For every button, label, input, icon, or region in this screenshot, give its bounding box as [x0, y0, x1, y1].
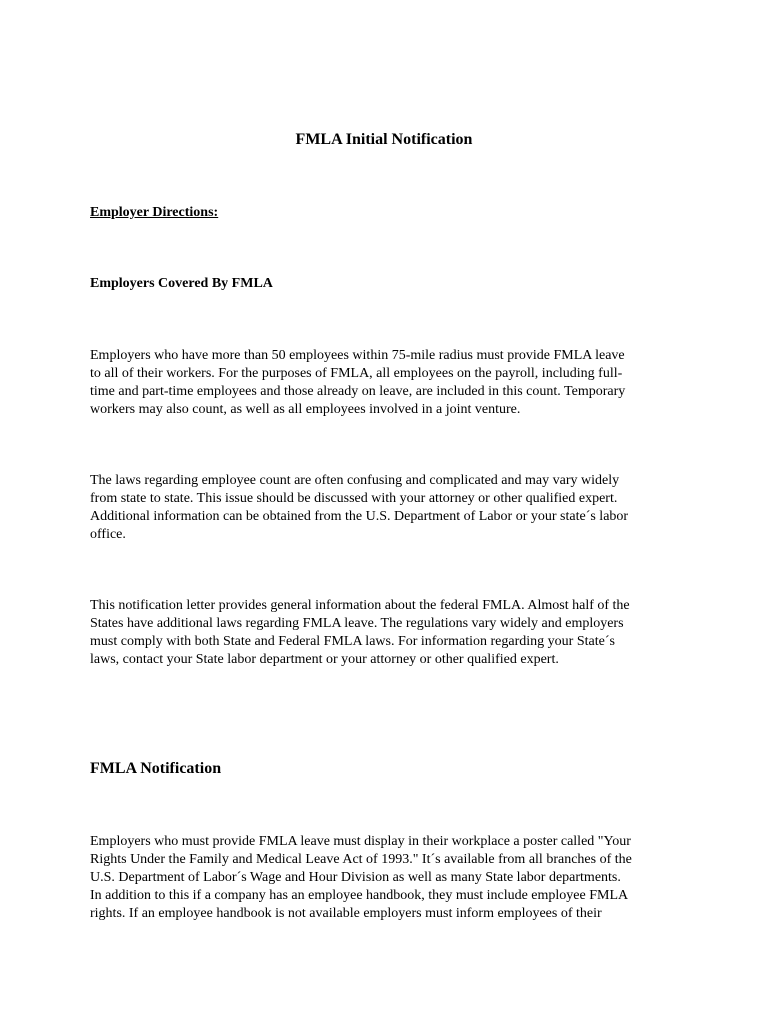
- paragraph-line: laws, contact your State labor department or your attorney or other qualified expert.: [90, 652, 559, 667]
- paragraph-line: U.S. Department of Labor´s Wage and Hour Division as well as many State labor departments.: [90, 870, 621, 885]
- paragraph-employee-count-laws: [90, 472, 680, 544]
- paragraph-employer-count: [90, 347, 680, 419]
- paragraph-line: The laws regarding employee count are often confusing and complicated and may vary widely: [90, 473, 620, 488]
- notification-heading: FMLA Notification: [90, 760, 222, 777]
- paragraph-line: Employers who must provide FMLA leave must display in their workplace a poster called "Your: [90, 834, 631, 849]
- document-title: FMLA Initial Notification: [295, 131, 473, 148]
- paragraph-line: rights. If an employee handbook is not available employers must inform employees of their: [90, 906, 602, 921]
- paragraph-line: This notification letter provides general information about the federal FMLA. Almost half of the: [90, 598, 630, 613]
- paragraph-line: time and part-time employees and those already on leave, are included in this count. Temporary: [90, 384, 626, 399]
- paragraph-line: workers may also count, as well as all employees involved in a joint venture.: [90, 402, 521, 417]
- paragraph-line: States have additional laws regarding FMLA leave. The regulations vary widely and employers: [90, 616, 624, 631]
- employer-directions-heading: Employer Directions:: [90, 205, 219, 220]
- paragraph-line: Employers who have more than 50 employees within 75-mile radius must provide FMLA leave: [90, 348, 625, 363]
- paragraph-state-laws: [90, 597, 680, 669]
- paragraph-line: In addition to this if a company has an employee handbook, they must include employee FMLA: [90, 888, 629, 903]
- paragraph-notification: [90, 833, 680, 923]
- paragraph-line: from state to state. This issue should be discussed with your attorney or other qualified expert.: [90, 491, 618, 506]
- paragraph-line: Rights Under the Family and Medical Leave Act of 1993." It´s available from all branches of the: [90, 852, 632, 867]
- paragraph-line: office.: [90, 527, 126, 542]
- paragraph-line: must comply with both State and Federal FMLA laws. For information regarding your State´s: [90, 634, 615, 649]
- paragraph-line: to all of their workers. For the purposes of FMLA, all employees on the payroll, including full-: [90, 366, 623, 381]
- paragraph-line: Additional information can be obtained from the U.S. Department of Labor or your state´s labor: [90, 509, 629, 524]
- covered-heading: Employers Covered By FMLA: [90, 276, 273, 291]
